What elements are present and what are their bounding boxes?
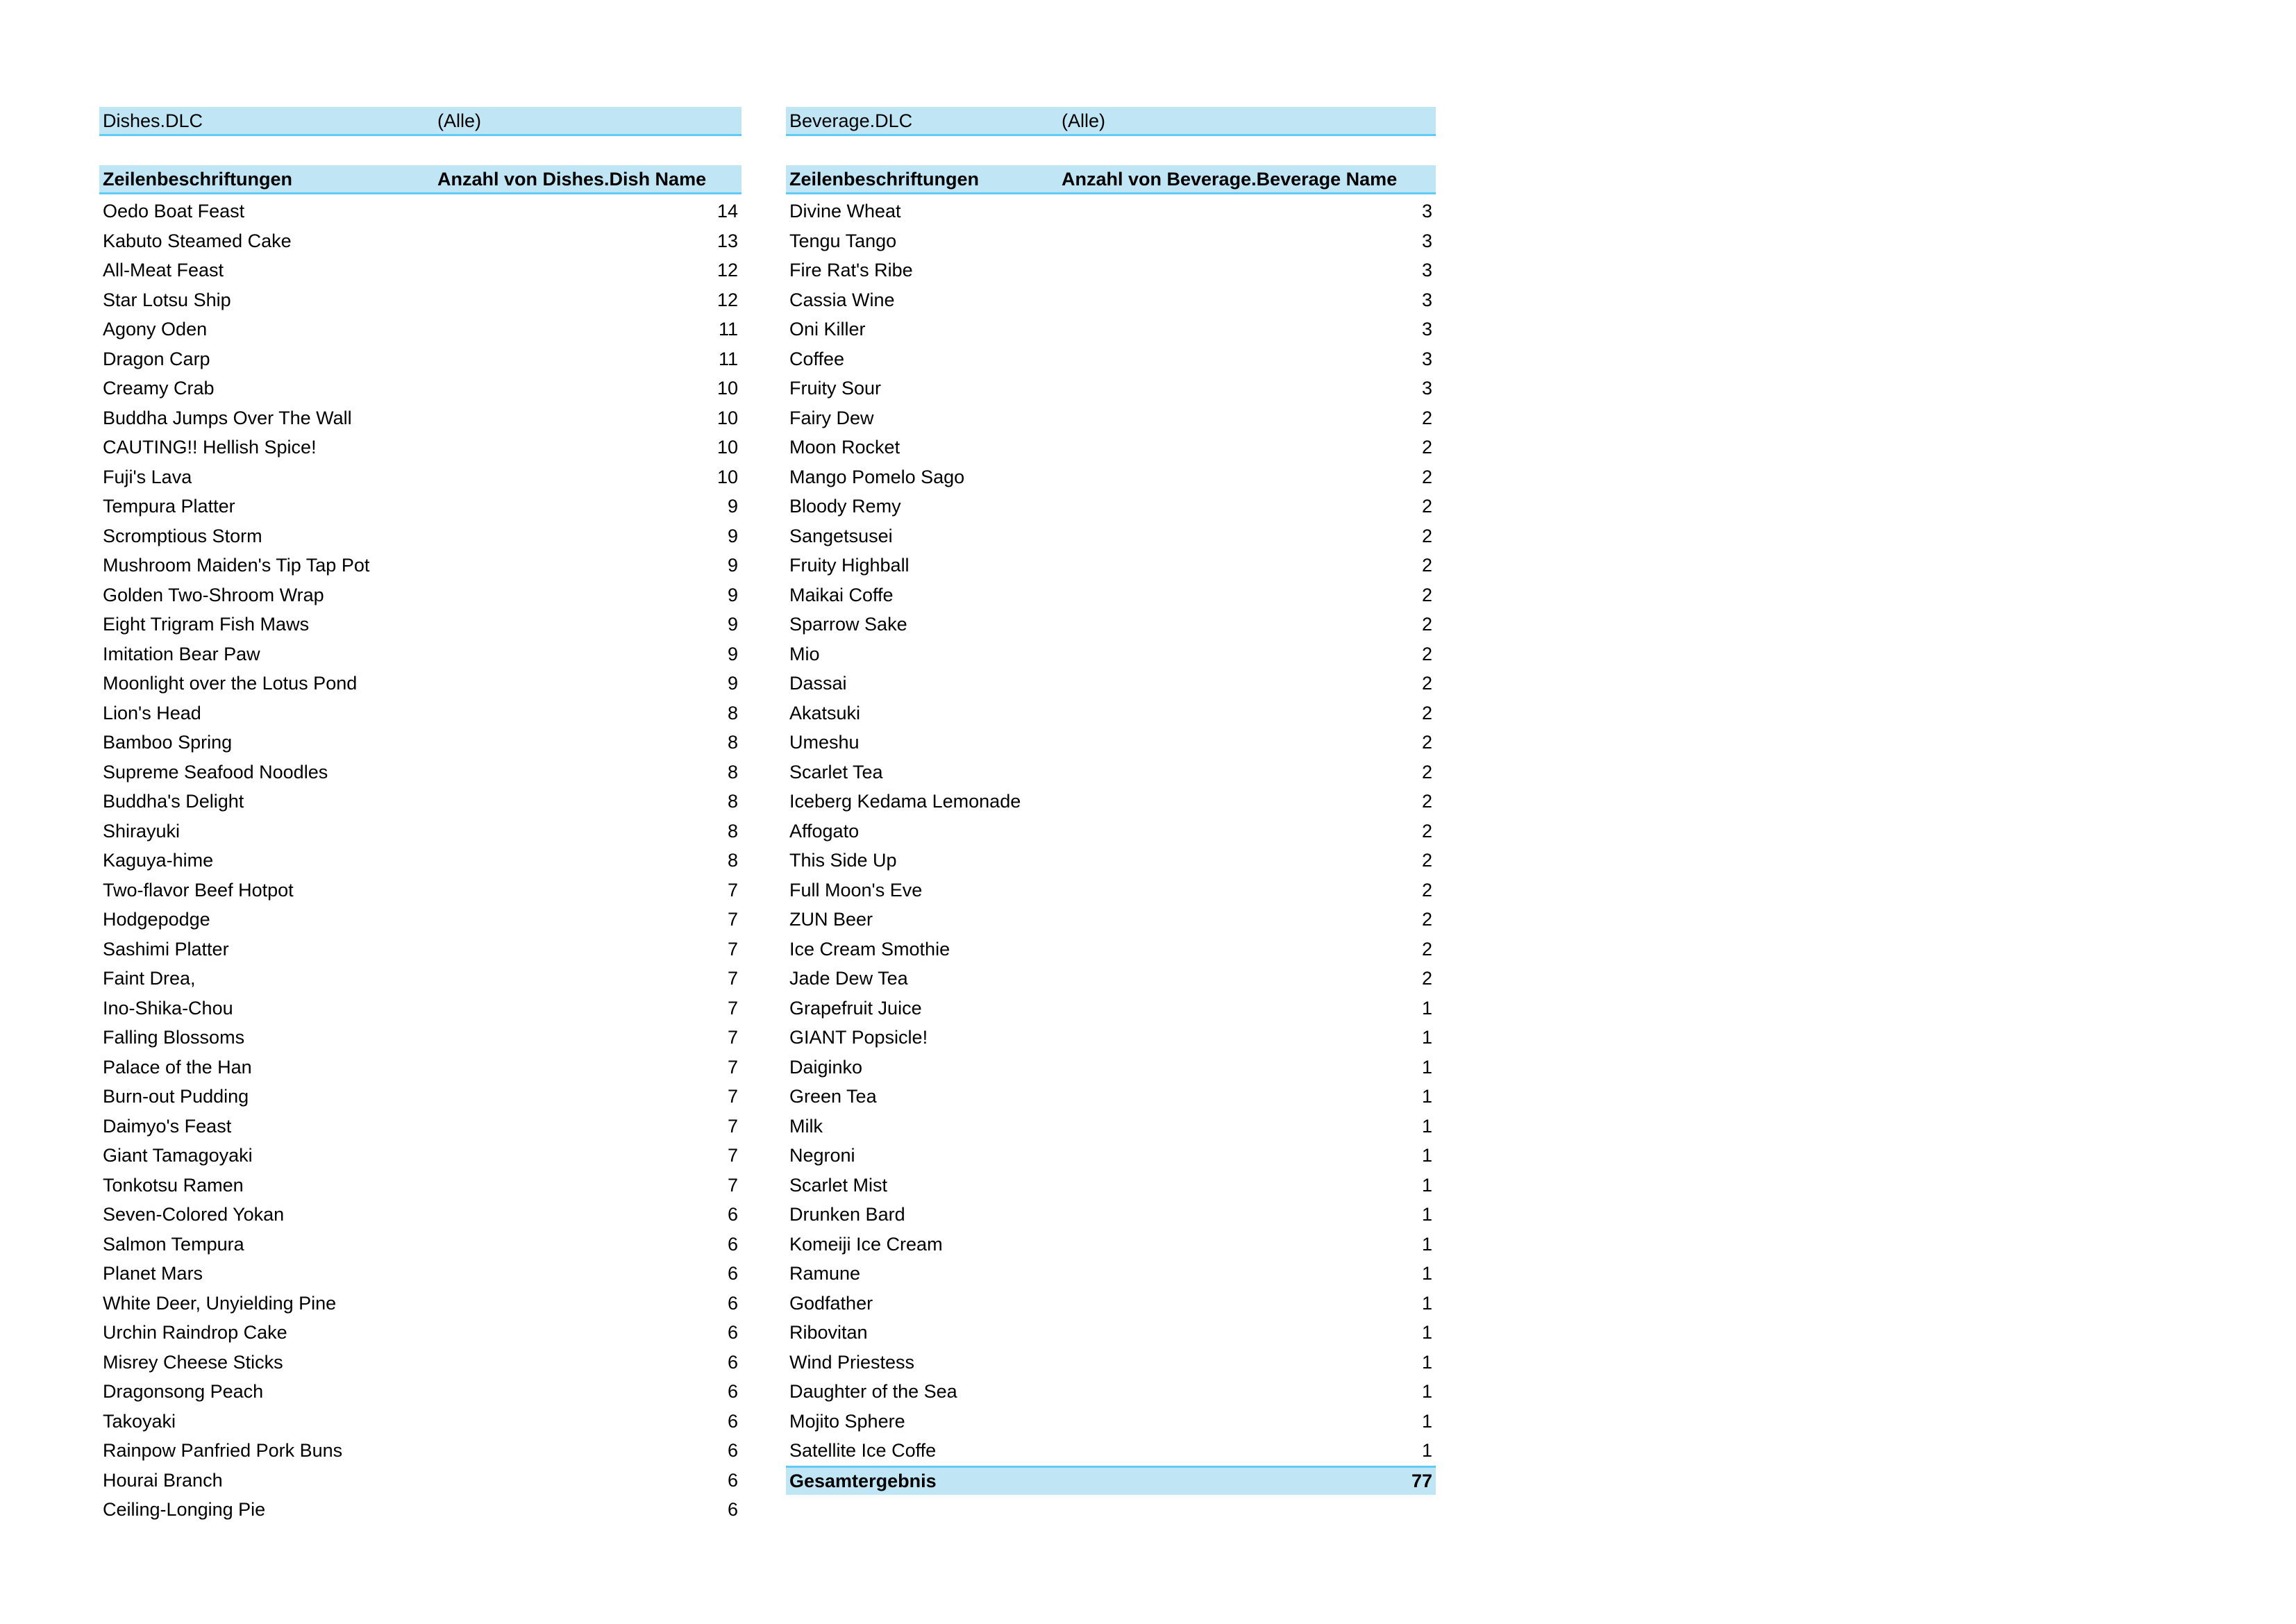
row-count: 2 (1421, 968, 1432, 989)
row-label: Supreme Seafood Noodles (103, 761, 328, 782)
row-count: 2 (1421, 437, 1432, 458)
row-count: 6 (727, 1322, 738, 1343)
table-row[interactable] (99, 757, 741, 787)
table-row[interactable] (786, 610, 1436, 639)
row-label: Sangetsusei (789, 525, 893, 546)
beverages-filter-value[interactable]: (Alle) (1062, 110, 1106, 131)
row-label: Bamboo Spring (103, 732, 233, 753)
table-row[interactable] (786, 521, 1436, 551)
table-row[interactable] (99, 964, 741, 993)
row-label: Maikai Coffe (789, 584, 894, 605)
row-label: Full Moon's Eve (789, 879, 923, 901)
table-row[interactable] (786, 1141, 1436, 1170)
row-count: 1 (1421, 1174, 1432, 1196)
row-count: 2 (1421, 938, 1432, 960)
row-count: 6 (727, 1381, 738, 1402)
table-row[interactable] (786, 964, 1436, 993)
table-row[interactable] (99, 610, 741, 639)
row-count: 3 (1421, 378, 1432, 399)
row-label: Fairy Dew (789, 407, 874, 428)
row-label: ZUN Beer (789, 909, 873, 930)
row-count: 6 (727, 1499, 738, 1520)
row-count: 7 (727, 938, 738, 960)
row-count: 8 (727, 850, 738, 871)
row-label: Mio (789, 643, 820, 664)
row-label: Kaguya-hime (103, 850, 214, 871)
table-row[interactable] (99, 492, 741, 521)
row-count: 1 (1421, 1115, 1432, 1137)
table-row[interactable] (786, 1436, 1436, 1465)
row-count: 8 (727, 791, 738, 812)
row-label: Ribovitan (789, 1322, 868, 1343)
row-label: Imitation Bear Paw (103, 643, 260, 664)
table-row[interactable] (99, 551, 741, 580)
row-label: Drunken Bard (789, 1204, 905, 1225)
row-count: 7 (727, 1115, 738, 1137)
row-count: 7 (727, 879, 738, 901)
row-count: 9 (727, 496, 738, 517)
row-count: 8 (727, 702, 738, 723)
row-count: 2 (1421, 614, 1432, 635)
row-label: Fuji's Lava (103, 466, 192, 487)
table-row[interactable] (99, 315, 741, 344)
row-count: 9 (727, 525, 738, 546)
table-row[interactable] (99, 285, 741, 315)
grand-total-value: 77 (1411, 1471, 1432, 1491)
row-count: 3 (1421, 260, 1432, 281)
row-count: 12 (717, 260, 738, 281)
row-count: 2 (1421, 732, 1432, 753)
row-count: 7 (727, 997, 738, 1019)
row-label: Ino-Shika-Chou (103, 997, 233, 1019)
row-label: White Deer, Unyielding Pine (103, 1292, 337, 1314)
row-label: Agony Oden (103, 319, 208, 340)
row-label: Tengu Tango (789, 230, 897, 251)
table-row[interactable] (786, 196, 1436, 226)
table-row[interactable] (786, 639, 1436, 669)
row-label: Mango Pomelo Sago (789, 466, 965, 487)
row-count: 1 (1421, 1233, 1432, 1255)
row-label: Buddha's Delight (103, 791, 244, 812)
table-row[interactable] (786, 846, 1436, 875)
table-row[interactable] (99, 344, 741, 374)
table-row[interactable] (786, 1230, 1436, 1259)
table-row[interactable] (99, 639, 741, 669)
row-count: 10 (717, 437, 738, 458)
row-label: Tempura Platter (103, 496, 235, 517)
row-count: 2 (1421, 584, 1432, 605)
row-label: Akatsuki (789, 702, 861, 723)
table-row[interactable] (99, 1466, 741, 1495)
row-count: 2 (1421, 879, 1432, 901)
row-count: 6 (727, 1292, 738, 1314)
row-count: 1 (1421, 1410, 1432, 1432)
row-count: 6 (727, 1263, 738, 1284)
row-count: 9 (727, 643, 738, 664)
table-row[interactable] (99, 817, 741, 846)
table-row[interactable] (786, 1259, 1436, 1288)
row-label: Milk (789, 1115, 823, 1137)
row-label: Planet Mars (103, 1263, 203, 1284)
beverages-filter-field: Beverage.DLC (789, 110, 913, 131)
row-label: Mojito Sphere (789, 1410, 905, 1432)
row-label: Lion's Head (103, 702, 201, 723)
row-label: Bloody Remy (789, 496, 901, 517)
row-label: Satellite Ice Coffe (789, 1440, 937, 1461)
table-row[interactable] (99, 787, 741, 816)
row-label: Star Lotsu Ship (103, 289, 231, 310)
row-count: 6 (727, 1233, 738, 1255)
table-row[interactable] (99, 433, 741, 462)
row-label: Tonkotsu Ramen (103, 1174, 244, 1196)
row-label: Sparrow Sake (789, 614, 907, 635)
row-label: Takoyaki (103, 1410, 176, 1432)
row-label: Oni Killer (789, 319, 866, 340)
table-row[interactable] (786, 905, 1436, 934)
row-count: 9 (727, 584, 738, 605)
row-label: Sashimi Platter (103, 938, 229, 960)
dishes-filter-row[interactable] (99, 107, 741, 136)
row-count: 2 (1421, 555, 1432, 576)
row-count: 10 (717, 407, 738, 428)
table-row[interactable] (99, 196, 741, 226)
row-label: Dragon Carp (103, 348, 210, 369)
row-label: Dassai (789, 673, 847, 694)
dishes-filter-value[interactable]: (Alle) (437, 110, 482, 131)
table-row[interactable] (786, 403, 1436, 433)
row-label: Negroni (789, 1145, 855, 1166)
row-label: Ramune (789, 1263, 861, 1284)
row-label: This Side Up (789, 850, 897, 871)
row-count: 2 (1421, 702, 1432, 723)
table-row[interactable] (99, 846, 741, 875)
table-row[interactable] (786, 1082, 1436, 1111)
table-row[interactable] (786, 551, 1436, 580)
table-row[interactable] (786, 994, 1436, 1023)
row-label: Fire Rat's Ribe (789, 260, 913, 281)
row-label: Dragonsong Peach (103, 1381, 264, 1402)
row-label: All-Meat Feast (103, 260, 224, 281)
table-row[interactable] (786, 462, 1436, 492)
table-row[interactable] (786, 1112, 1436, 1141)
table-row[interactable] (99, 580, 741, 610)
row-label: Jade Dew Tea (789, 968, 908, 989)
row-count: 2 (1421, 909, 1432, 930)
row-count: 11 (718, 348, 738, 369)
table-row[interactable] (99, 876, 741, 905)
row-label: Grapefruit Juice (789, 997, 922, 1019)
row-label: Hourai Branch (103, 1469, 223, 1491)
row-label: Palace of the Han (103, 1056, 252, 1078)
table-row[interactable] (99, 1289, 741, 1318)
row-count: 7 (727, 1174, 738, 1196)
row-count: 1 (1421, 1440, 1432, 1461)
row-label: Umeshu (789, 732, 860, 753)
table-row[interactable] (99, 1053, 741, 1082)
table-row[interactable] (786, 698, 1436, 728)
table-row[interactable] (786, 935, 1436, 964)
row-count: 8 (727, 761, 738, 782)
row-label: Daimyo's Feast (103, 1115, 232, 1137)
row-label: CAUTING!! Hellish Spice! (103, 437, 317, 458)
table-row[interactable] (99, 935, 741, 964)
row-count: 1 (1421, 1381, 1432, 1402)
beverages-count-header: Anzahl von Beverage.Beverage Name (1062, 168, 1398, 190)
row-count: 12 (717, 289, 738, 310)
table-row[interactable] (786, 315, 1436, 344)
table-row[interactable] (99, 1141, 741, 1170)
table-row[interactable] (99, 994, 741, 1023)
row-label: Kabuto Steamed Cake (103, 230, 292, 251)
row-label: Burn-out Pudding (103, 1086, 249, 1107)
row-count: 1 (1421, 997, 1432, 1019)
row-label: Godfather (789, 1292, 873, 1314)
row-count: 7 (727, 1027, 738, 1048)
table-row[interactable] (99, 1318, 741, 1347)
table-row[interactable] (99, 1082, 741, 1111)
row-label: Rainpow Panfried Pork Buns (103, 1440, 343, 1461)
table-row[interactable] (99, 1023, 741, 1052)
grand-total-label: Gesamtergebnis (789, 1471, 937, 1491)
row-label: Scarlet Tea (789, 761, 883, 782)
row-count: 8 (727, 820, 738, 842)
row-label: Wind Priestess (789, 1351, 915, 1373)
table-row[interactable] (786, 1023, 1436, 1052)
table-row[interactable] (99, 256, 741, 285)
row-count: 7 (727, 1056, 738, 1078)
table-row[interactable] (786, 787, 1436, 816)
table-row[interactable] (786, 728, 1436, 757)
beverages-filter-row[interactable] (786, 107, 1436, 136)
table-row[interactable] (99, 1230, 741, 1259)
row-count: 2 (1421, 673, 1432, 694)
row-label: Falling Blossoms (103, 1027, 245, 1048)
table-row[interactable] (786, 1171, 1436, 1200)
table-row[interactable] (786, 256, 1436, 285)
row-label: Faint Drea, (103, 968, 196, 989)
table-row[interactable] (99, 1200, 741, 1229)
table-row[interactable] (786, 669, 1436, 698)
row-count: 7 (727, 909, 738, 930)
row-count: 2 (1421, 407, 1432, 428)
row-label: Divine Wheat (789, 201, 901, 221)
table-row[interactable] (786, 285, 1436, 315)
row-label: Ceiling-Longing Pie (103, 1499, 266, 1520)
table-row[interactable] (99, 1377, 741, 1406)
row-count: 6 (727, 1440, 738, 1461)
row-count: 9 (727, 614, 738, 635)
row-label: Fruity Highball (789, 555, 910, 576)
table-row[interactable] (99, 1348, 741, 1377)
row-label: Scromptious Storm (103, 525, 262, 546)
beverages-grand-total-row (786, 1466, 1436, 1495)
row-count: 1 (1421, 1056, 1432, 1078)
table-row[interactable] (99, 1259, 741, 1288)
row-label: Buddha Jumps Over The Wall (103, 407, 352, 428)
table-row[interactable] (99, 1112, 741, 1141)
table-row[interactable] (786, 1348, 1436, 1377)
row-label: Green Tea (789, 1086, 877, 1107)
row-label: Eight Trigram Fish Maws (103, 614, 310, 635)
row-label: Moon Rocket (789, 437, 900, 458)
row-label: Creamy Crab (103, 378, 215, 399)
row-count: 1 (1421, 1086, 1432, 1107)
row-count: 3 (1421, 319, 1432, 340)
row-label: Salmon Tempura (103, 1233, 244, 1255)
table-row[interactable] (99, 698, 741, 728)
row-count: 2 (1421, 525, 1432, 546)
row-count: 10 (717, 466, 738, 487)
row-count: 6 (727, 1469, 738, 1491)
row-label: Komeiji Ice Cream (789, 1233, 943, 1255)
row-label: Fruity Sour (789, 378, 882, 399)
row-count: 2 (1421, 820, 1432, 842)
row-count: 9 (727, 555, 738, 576)
table-row[interactable] (99, 1407, 741, 1436)
row-label: Scarlet Mist (789, 1174, 888, 1196)
row-count: 3 (1421, 348, 1432, 369)
row-count: 2 (1421, 791, 1432, 812)
row-count: 6 (727, 1351, 738, 1373)
row-label: Two-flavor Beef Hotpot (103, 879, 294, 901)
row-label: Shirayuki (103, 820, 181, 842)
table-row[interactable] (786, 757, 1436, 787)
row-count: 11 (718, 319, 738, 340)
table-row[interactable] (786, 374, 1436, 403)
row-label: Daughter of the Sea (789, 1381, 957, 1402)
row-label: Mushroom Maiden's Tip Tap Pot (103, 555, 370, 576)
table-row[interactable] (786, 1377, 1436, 1406)
table-row[interactable] (99, 1495, 741, 1524)
row-count: 8 (727, 732, 738, 753)
row-count: 10 (717, 378, 738, 399)
row-count: 14 (717, 201, 738, 221)
row-label: Giant Tamagoyaki (103, 1145, 253, 1166)
row-count: 13 (717, 230, 738, 251)
row-label: Oedo Boat Feast (103, 201, 245, 221)
row-count: 6 (727, 1410, 738, 1432)
table-row[interactable] (786, 580, 1436, 610)
row-count: 2 (1421, 466, 1432, 487)
row-count: 3 (1421, 230, 1432, 251)
row-count: 2 (1421, 761, 1432, 782)
table-row[interactable] (786, 226, 1436, 256)
table-row[interactable] (786, 492, 1436, 521)
row-count: 1 (1421, 1027, 1432, 1048)
row-count: 9 (727, 673, 738, 694)
table-row[interactable] (99, 905, 741, 934)
row-label: Moonlight over the Lotus Pond (103, 673, 358, 694)
table-row[interactable] (99, 462, 741, 492)
dishes-header-row (99, 165, 741, 194)
table-row[interactable] (786, 344, 1436, 374)
table-row[interactable] (99, 1171, 741, 1200)
row-count: 2 (1421, 850, 1432, 871)
beverages-header-row (786, 165, 1436, 194)
row-label: Golden Two-Shroom Wrap (103, 584, 324, 605)
row-label: Urchin Raindrop Cake (103, 1322, 287, 1343)
dishes-count-header: Anzahl von Dishes.Dish Name (437, 168, 707, 190)
row-count: 3 (1421, 289, 1432, 310)
row-label: Cassia Wine (789, 289, 895, 310)
table-row[interactable] (786, 1407, 1436, 1436)
row-count: 1 (1421, 1145, 1432, 1166)
row-count: 1 (1421, 1204, 1432, 1225)
row-label: Daiginko (789, 1056, 863, 1078)
table-row[interactable] (786, 1053, 1436, 1082)
table-row[interactable] (786, 1200, 1436, 1229)
table-row[interactable] (99, 374, 741, 403)
row-count: 2 (1421, 643, 1432, 664)
row-count: 7 (727, 968, 738, 989)
row-count: 1 (1421, 1292, 1432, 1314)
beverages-row-labels-header[interactable]: Zeilenbeschriftungen (789, 168, 980, 190)
row-label: GIANT Popsicle! (789, 1027, 928, 1048)
row-label: Iceberg Kedama Lemonade (789, 791, 1021, 812)
row-label: Ice Cream Smothie (789, 938, 950, 960)
table-row[interactable] (99, 1436, 741, 1465)
table-row[interactable] (99, 521, 741, 551)
row-count: 1 (1421, 1263, 1432, 1284)
table-row[interactable] (786, 876, 1436, 905)
row-count: 1 (1421, 1351, 1432, 1373)
row-count: 1 (1421, 1322, 1432, 1343)
dishes-row-labels-header[interactable]: Zeilenbeschriftungen (103, 168, 293, 190)
table-row[interactable] (99, 728, 741, 757)
row-count: 2 (1421, 496, 1432, 517)
table-row[interactable] (99, 226, 741, 256)
table-row[interactable] (99, 669, 741, 698)
row-count: 3 (1421, 201, 1432, 221)
table-row[interactable] (99, 403, 741, 433)
row-label: Affogato (789, 820, 860, 842)
row-label: Misrey Cheese Sticks (103, 1351, 283, 1373)
row-label: Coffee (789, 348, 845, 369)
dishes-filter-field: Dishes.DLC (103, 110, 203, 131)
row-label: Hodgepodge (103, 909, 210, 930)
row-count: 7 (727, 1145, 738, 1166)
row-label: Seven-Colored Yokan (103, 1204, 285, 1225)
row-count: 6 (727, 1204, 738, 1225)
table-row[interactable] (786, 433, 1436, 462)
table-row[interactable] (786, 817, 1436, 846)
row-count: 7 (727, 1086, 738, 1107)
table-row[interactable] (786, 1289, 1436, 1318)
table-row[interactable] (786, 1318, 1436, 1347)
